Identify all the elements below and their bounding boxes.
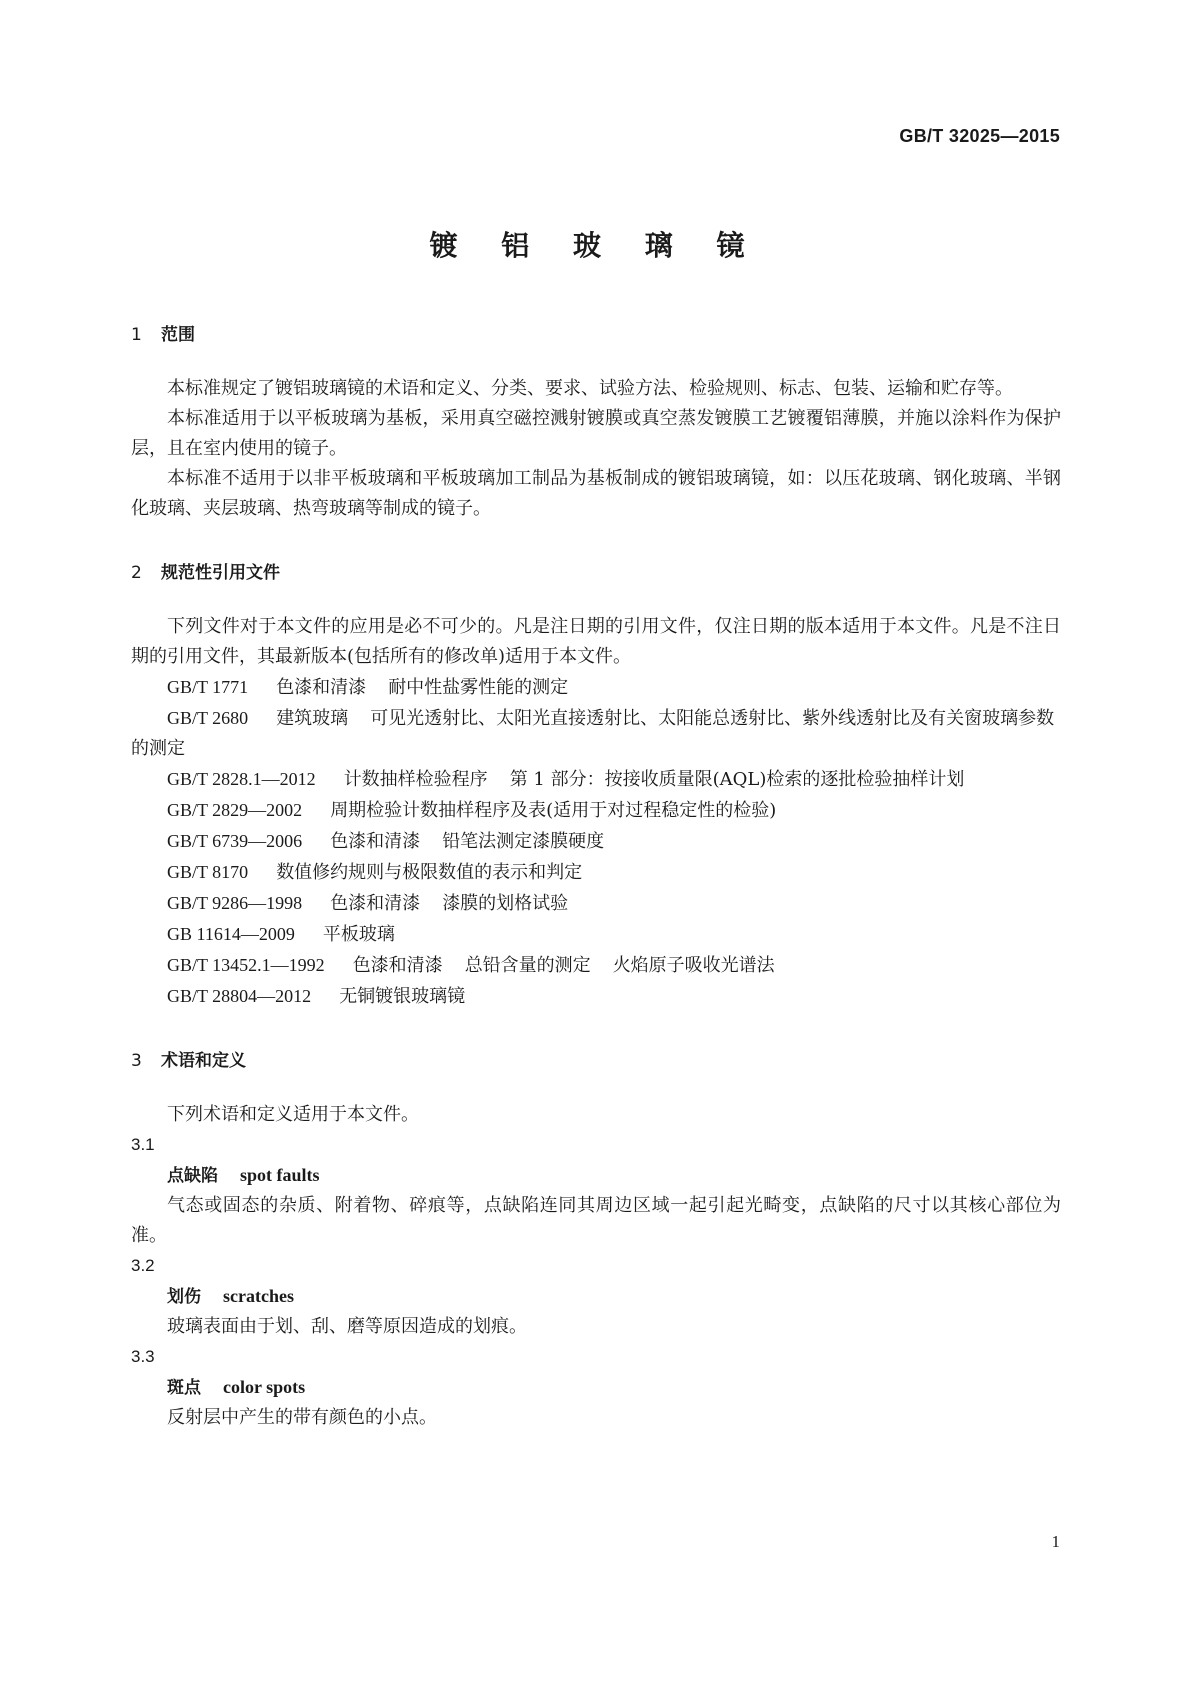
reference-code: GB/T 28804—2012 (167, 986, 312, 1006)
reference-code: GB/T 2680 (167, 708, 249, 728)
section-number: 1 (131, 325, 142, 345)
term-entry (131, 1251, 1061, 1342)
reference-title: 色漆和清漆 (330, 893, 421, 914)
reference-code: GB/T 1771 (167, 677, 249, 697)
document-body (131, 320, 1061, 1433)
term-name-en: scratches (223, 1286, 294, 1306)
reference-subtitle: 耐中性盐雾性能的测定 (388, 677, 569, 698)
reference-title: 无铜镀银玻璃镜 (339, 986, 466, 1007)
term-name-zh: 划伤 (167, 1287, 201, 1307)
term-definition: 反射层中产生的带有颜色的小点。 (167, 1407, 437, 1428)
reference-item (131, 764, 1061, 795)
reference-item (131, 981, 1061, 1012)
reference-title: 平板玻璃 (322, 924, 395, 945)
reference-title: 周期检验计数抽样程序及表(适用于对过程稳定性的检验) (330, 800, 777, 821)
reference-title: 色漆和清漆 (352, 955, 443, 976)
reference-subtitle: 可见光透射比、太阳光直接透射比、太阳能总透射比、紫外线透射比及有关窗玻璃参数的测定 (131, 708, 1055, 759)
paragraph: 下列文件对于本文件的应用是必不可少的。凡是注日期的引用文件，仅注日期的版本适用于本文件。凡是不注日期的引用文件，其最新版本(包括所有的修改单)适用于本文件。 (131, 616, 1061, 667)
reference-code: GB/T 6739—2006 (167, 831, 303, 851)
term-name-en: spot faults (240, 1165, 320, 1185)
reference-item (131, 857, 1061, 888)
term-entry (131, 1342, 1061, 1433)
section-normative-references (131, 558, 1061, 1012)
reference-item (131, 703, 1061, 764)
section-number: 2 (131, 563, 142, 583)
term-entry (131, 1130, 1061, 1251)
reference-title: 色漆和清漆 (330, 831, 421, 852)
reference-code: GB 11614—2009 (167, 924, 295, 944)
reference-code: GB/T 2829—2002 (167, 800, 303, 820)
reference-title: 计数抽样检验程序 (343, 769, 488, 790)
paragraph: 本标准规定了镀铝玻璃镜的术语和定义、分类、要求、试验方法、检验规则、标志、包装、运输和贮存等。 (167, 378, 1013, 399)
reference-item (131, 826, 1061, 857)
reference-item (131, 919, 1061, 950)
section-heading (131, 320, 1061, 350)
reference-code: GB/T 13452.1—1992 (167, 955, 325, 975)
term-name (131, 1372, 1061, 1403)
term-name-zh: 点缺陷 (167, 1166, 218, 1186)
term-number: 3.3 (131, 1347, 155, 1366)
reference-item (131, 795, 1061, 826)
reference-subtitle: 第 1 部分：按接收质量限(AQL)检索的逐批检验抽样计划 (509, 769, 965, 790)
reference-subtitle: 漆膜的划格试验 (442, 893, 569, 914)
term-name (131, 1160, 1061, 1191)
reference-title: 建筑玻璃 (276, 708, 349, 729)
term-definition: 玻璃表面由于划、刮、磨等原因造成的划痕。 (167, 1316, 527, 1337)
section-title: 规范性引用文件 (161, 563, 280, 583)
reference-code: GB/T 9286—1998 (167, 893, 303, 913)
reference-item (131, 950, 1061, 981)
paragraph: 本标准适用于以平板玻璃为基板，采用真空磁控溅射镀膜或真空蒸发镀膜工艺镀覆铝薄膜，并施以涂料作为保护层，且在室内使用的镜子。 (131, 408, 1061, 459)
term-name-en: color spots (223, 1377, 306, 1397)
paragraph: 下列术语和定义适用于本文件。 (167, 1104, 419, 1125)
term-name-zh: 斑点 (167, 1378, 201, 1398)
reference-subtitle: 铅笔法测定漆膜硬度 (442, 831, 605, 852)
term-number: 3.2 (131, 1256, 155, 1275)
reference-item (131, 888, 1061, 919)
reference-code: GB/T 8170 (167, 862, 249, 882)
section-terms-definitions (131, 1046, 1061, 1433)
paragraph: 本标准不适用于以非平板玻璃和平板玻璃加工制品为基板制成的镀铝玻璃镜，如：以压花玻璃、钢化玻璃、半钢化玻璃、夹层玻璃、热弯玻璃等制成的镜子。 (131, 468, 1061, 519)
section-number: 3 (131, 1051, 142, 1071)
section-heading (131, 1046, 1061, 1076)
reference-title: 色漆和清漆 (276, 677, 367, 698)
section-title: 范围 (161, 325, 195, 345)
reference-item (131, 672, 1061, 703)
term-number: 3.1 (131, 1135, 155, 1154)
term-definition: 气态或固态的杂质、附着物、碎痕等，点缺陷连同其周边区域一起引起光畸变，点缺陷的尺寸以其核心部位为准。 (131, 1195, 1061, 1246)
section-scope (131, 320, 1061, 524)
term-name (131, 1281, 1061, 1312)
reference-code: GB/T 2828.1—2012 (167, 769, 316, 789)
section-title: 术语和定义 (161, 1051, 246, 1071)
document-title: 镀 铝 玻 璃 镜 (429, 229, 762, 262)
standard-number: GB/T 32025—2015 (899, 126, 1060, 146)
reference-title: 数值修约规则与极限数值的表示和判定 (276, 862, 583, 883)
reference-subtitle-2: 火焰原子吸收光谱法 (612, 955, 775, 976)
page-number: 1 (1051, 1532, 1060, 1551)
section-heading (131, 558, 1061, 588)
reference-subtitle: 总铅含量的测定 (464, 955, 591, 976)
